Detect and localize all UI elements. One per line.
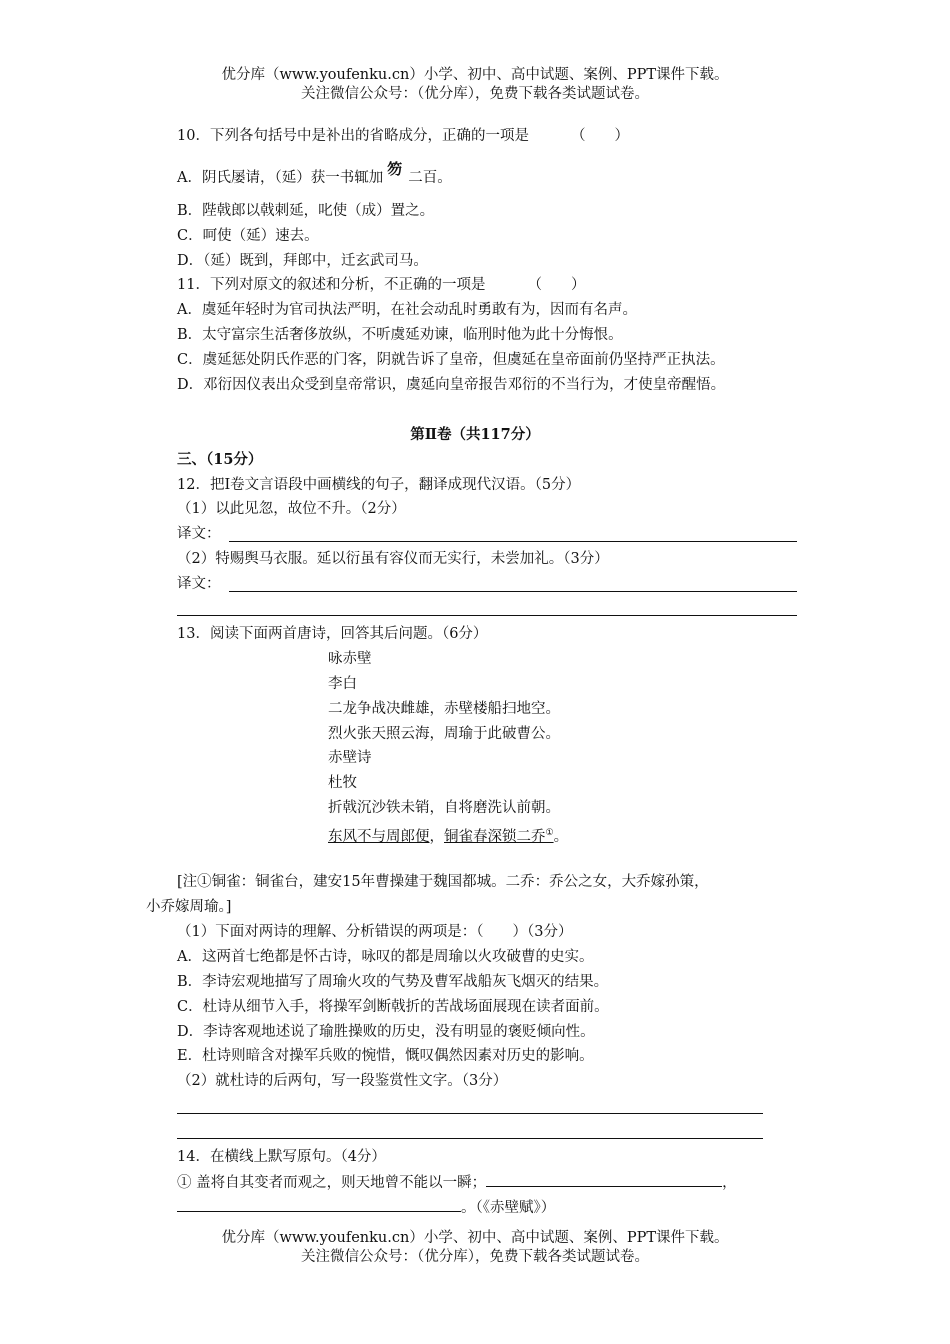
q12-translation-label-1: 译文： <box>177 526 221 542</box>
q13-sub-2: （2）就杜诗的后两句，写一段鉴赏性文字。（3分） <box>177 1073 508 1089</box>
poem2-line-2: 东风不与周郎便，铜雀春深锁二乔①。 <box>328 828 569 845</box>
q14-item-1: ① 盖将自其变者而观之，则天地曾不能以一瞬； ， <box>177 1171 737 1194</box>
q13-option-c: C．杜诗从细节入手，将操军剑断戟折的苦战场面展现在读者面前。 <box>177 999 609 1015</box>
poem2-author: 杜牧 <box>328 775 357 791</box>
section-2-title: 第Ⅱ卷（共117分） <box>410 426 540 443</box>
q13-option-b: B．李诗宏观地描写了周瑜火攻的气势及曹军战船灰飞烟灭的结果。 <box>177 974 609 990</box>
underlined-phrase-2: 铜雀春深锁二乔① <box>444 828 554 845</box>
q10-stem: 10．下列各句括号中是补出的省略成分，正确的一项是 （ ） <box>177 128 629 144</box>
q12-answer-line-2[interactable] <box>229 591 797 592</box>
q12-translation-label-2: 译文： <box>177 576 221 592</box>
page-footer <box>0 1229 950 1267</box>
poem2-title: 赤壁诗 <box>328 750 372 766</box>
q14-stem: 14．在横线上默写原句。（4分） <box>177 1149 386 1165</box>
q12-sub-1: （1）以此见忽，故位不升。（2分） <box>177 501 406 517</box>
poem1-author: 李白 <box>328 676 357 692</box>
q11-option-b: B．太守富宗生活奢侈放纵，不听虞延劝谏，临刑时他为此十分悔恨。 <box>177 327 623 343</box>
q14-fill-blank-1[interactable] <box>486 1171 722 1187</box>
q11-stem: 11．下列对原文的叙述和分析，不正确的一项是 （ ） <box>177 277 586 293</box>
q11-option-c: C．虞延惩处阴氏作恶的门客，阴就告诉了皇帝，但虞延在皇帝面前仍坚持严正执法。 <box>177 352 725 368</box>
q14-item-1-cont: 。（《赤壁赋》） <box>177 1196 555 1219</box>
q13-answer-line-1[interactable] <box>177 1113 763 1114</box>
q13-option-a: A．这两首七绝都是怀古诗，咏叹的都是周瑜以火攻破曹的史实。 <box>177 949 594 965</box>
q10-option-c: C．呵使（延）速去。 <box>177 228 319 244</box>
q11-answer-paren: （ ） <box>527 277 586 293</box>
q13-note-line-2: 小乔嫁周瑜。] <box>146 899 232 915</box>
q13-sub-1: （1）下面对两诗的理解、分析错误的两项是：（ ）（3分） <box>177 924 573 940</box>
footnote-marker: ① <box>545 828 554 838</box>
q10-option-b: B．陛戟郎以戟刺延，叱使（成）置之。 <box>177 203 435 219</box>
q12-answer-line-3[interactable] <box>177 615 797 616</box>
q13-option-e: E．杜诗则暗含对操军兵败的惋惜，慨叹偶然因素对历史的影响。 <box>177 1048 594 1064</box>
page-header <box>0 66 950 104</box>
q10-answer-paren: （ ） <box>570 128 629 144</box>
q14-fill-blank-2[interactable] <box>177 1196 461 1212</box>
q13-stem: 13．阅读下面两首唐诗，回答其后问题。（6分） <box>177 626 488 642</box>
q10-option-d: D．（延）既到，拜郎中，迁玄武司马。 <box>177 253 428 269</box>
q13-option-d: D．李诗客观地述说了瑜胜操败的历史，没有明显的褒贬倾向性。 <box>177 1024 595 1040</box>
q10-option-a: A．阴氏屡请，（延）获一书辄加 笏 二百。 <box>177 160 452 186</box>
rare-character-glyph: 笏 <box>387 160 403 178</box>
q13-answer-line-2[interactable] <box>177 1138 763 1139</box>
poem2-line-1: 折戟沉沙铁未销，自将磨洗认前朝。 <box>328 800 560 816</box>
q13-note-line-1: [注①铜雀：铜雀台，建安15年曹操建于魏国都城。二乔：乔公之女，大乔嫁孙策， <box>177 874 709 890</box>
q11-option-a: A．虞延年轻时为官司执法严明，在社会动乱时勇敢有为，因而有名声。 <box>177 302 637 318</box>
poem1-line-2: 烈火张天照云海，周瑜于此破曹公。 <box>328 726 560 742</box>
underlined-phrase-1: 东风不与周郎便 <box>328 829 430 845</box>
part-3-heading: 三、（15分） <box>177 451 263 468</box>
q12-sub-2: （2）特赐舆马衣服。延以衍虽有容仪而无实行，未尝加礼。（3分） <box>177 551 609 567</box>
q12-stem: 12．把Ⅰ卷文言语段中画横线的句子，翻译成现代汉语。（5分） <box>177 477 581 493</box>
q12-answer-line-1[interactable] <box>229 541 797 542</box>
poem1-title: 咏赤壁 <box>328 651 372 667</box>
footer-line-1: 优分库（www.youfenku.cn）小学、初中、高中试题、案例、PPT课件下载。 <box>221 1230 729 1246</box>
footer-line-2: 关注微信公众号：（优分库），免费下载各类试题试卷。 <box>301 1249 649 1265</box>
header-line-2: 关注微信公众号：（优分库），免费下载各类试题试卷。 <box>301 86 649 102</box>
poem1-line-1: 二龙争战决雌雄，赤壁楼船扫地空。 <box>328 701 560 717</box>
q11-option-d: D．邓衍因仪表出众受到皇帝常识，虞延向皇帝报告邓衍的不当行为，才使皇帝醒悟。 <box>177 377 726 393</box>
header-line-1: 优分库（www.youfenku.cn）小学、初中、高中试题、案例、PPT课件下载。 <box>221 67 729 83</box>
